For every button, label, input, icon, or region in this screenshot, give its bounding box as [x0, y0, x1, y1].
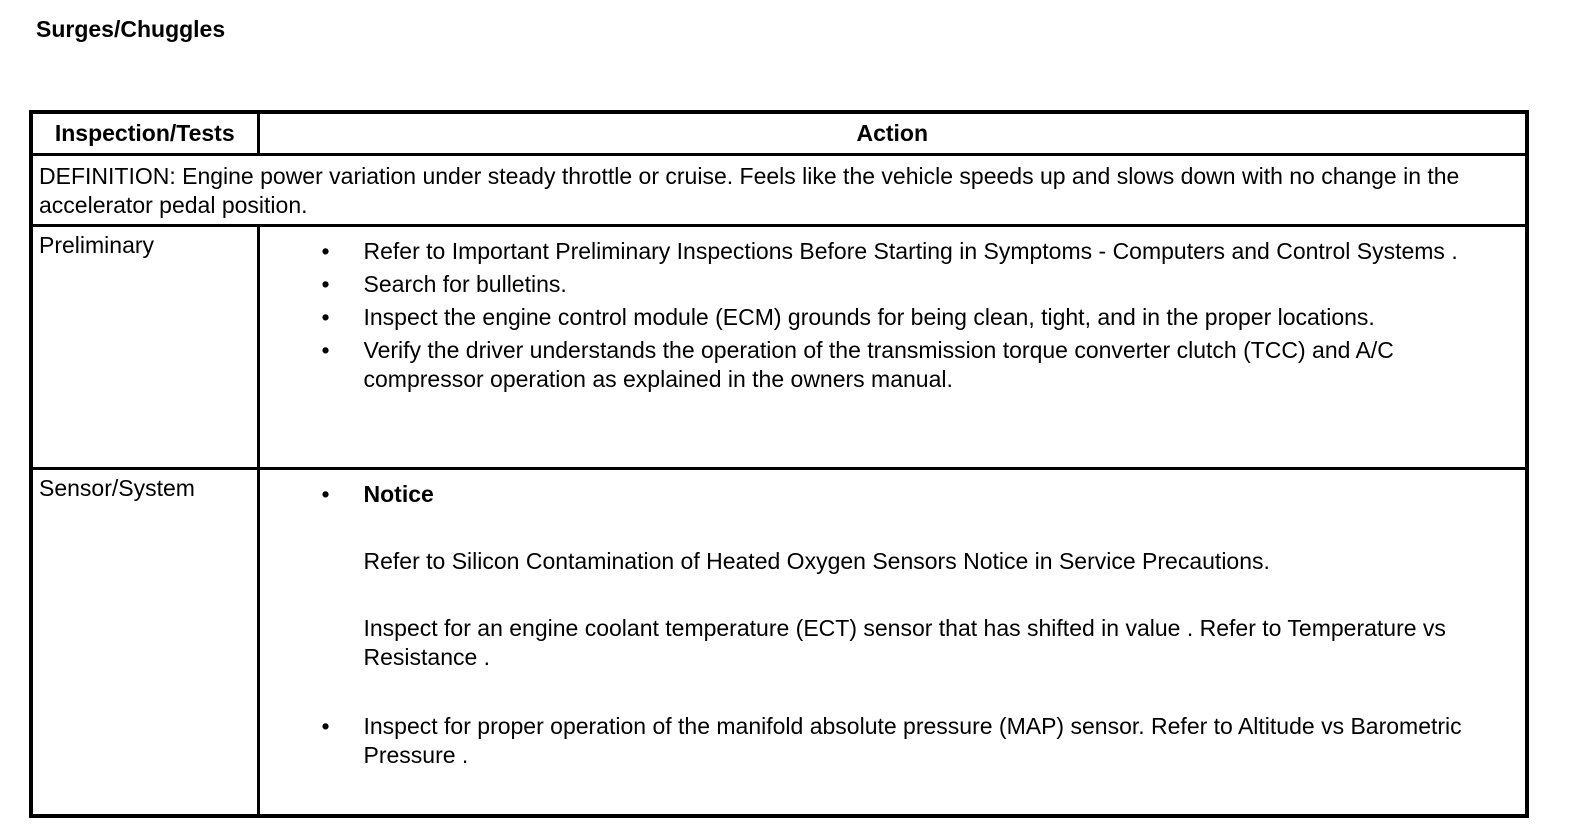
definition-row: [31, 155, 1527, 226]
list-item-text: Refer to Important Preliminary Inspections Before Starting in Symptoms - Computers and Control Systems .: [363, 238, 1458, 264]
ect-sensor-text: Inspect for an engine coolant temperature (ECT) sensor that has shifted in value . Refer to Temperature vs Resistance .: [363, 615, 1446, 670]
definition-text: DEFINITION: Engine power variation under steady throttle or cruise. Feels like the vehicle speeds up and slows down with no change in the accelerator pedal position.: [31, 155, 1527, 226]
sensor-action-list: [260, 470, 1526, 770]
list-item: [260, 237, 1506, 266]
notice-title: Notice: [363, 481, 434, 507]
action-cell-sensor-system: [258, 469, 1527, 817]
bullet-icon: •: [321, 304, 330, 330]
list-item: [260, 336, 1506, 394]
list-item: [260, 270, 1506, 299]
header-action: Action: [258, 112, 1527, 155]
bullet-icon: •: [321, 238, 330, 264]
row-label-sensor-system: Sensor/System: [31, 469, 258, 817]
bullet-icon: •: [321, 271, 330, 297]
bullet-icon: •: [321, 337, 330, 363]
list-item-map-sensor: [260, 712, 1506, 770]
diagnostic-table: [29, 110, 1529, 818]
preliminary-action-list: [260, 227, 1526, 394]
bullet-icon: •: [321, 713, 330, 739]
header-inspection-tests: Inspection/Tests: [31, 112, 258, 155]
table-row-preliminary: [31, 226, 1527, 469]
document-title: Surges/Chuggles: [36, 16, 226, 42]
list-item-text: Search for bulletins.: [363, 271, 567, 297]
list-item-text: Verify the driver understands the operation of the transmission torque converter clutch (TCC) and A/C compressor operation as explained in the owners manual.: [363, 337, 1394, 392]
list-item-notice: [260, 480, 1506, 672]
bullet-icon: •: [321, 481, 330, 507]
map-sensor-text: Inspect for proper operation of the manifold absolute pressure (MAP) sensor. Refer to Altitude vs Barometric Pressure .: [363, 713, 1462, 768]
notice-text: Refer to Silicon Contamination of Heated Oxygen Sensors Notice in Service Precautions.: [363, 548, 1270, 574]
table-header-row: [31, 112, 1527, 155]
table-row-sensor-system: [31, 469, 1527, 817]
row-label-preliminary: Preliminary: [31, 226, 258, 469]
list-item-text: Inspect the engine control module (ECM) grounds for being clean, tight, and in the proper locations.: [363, 304, 1375, 330]
action-cell-preliminary: [258, 226, 1527, 469]
list-item: [260, 303, 1506, 332]
